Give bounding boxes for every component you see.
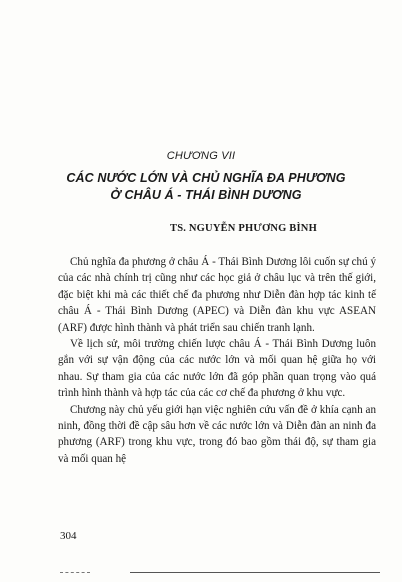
- page-number: 304: [60, 530, 77, 542]
- chapter-label: CHƯƠNG VII: [166, 150, 236, 162]
- paragraph-1: Chủ nghĩa đa phương ở châu Á - Thái Bình Dương lôi cuốn sự chú ý của các nhà chính trị cũng như các học giả ở châu lục và trên thế giới, đặc biệt khi mà các thiết chế đa phương như Diễn đàn hợp tác kinh tế châu Á - Thái Bình Dương (APEC) và Diễn đàn khu vực ASEAN (ARF) được hình thành và phát triển sau chiến tranh lạnh.: [58, 256, 376, 334]
- paragraph-2: Về lịch sử, môi trường chiến lược châu Á - Thái Bình Dương luôn gắn với sự vận động của các nước lớn và mối quan hệ giữa họ với nhau. Sự tham gia của các nước lớn đã góp phần quan trọng vào quá trình hình thành và hợp tác của các cơ chế đa phương ở khu vực.: [58, 338, 376, 400]
- title-line-2: Ở CHÂU Á - THÁI BÌNH DƯƠNG: [110, 188, 302, 202]
- scan-mark: [60, 568, 90, 573]
- chapter-title: [40, 170, 372, 204]
- body-text: [58, 254, 376, 467]
- title-line-1: CÁC NƯỚC LỚN VÀ CHỦ NGHĨA ĐA PHƯƠNG: [66, 171, 346, 185]
- author-name: TS. NGUYỄN PHƯƠNG BÌNH: [170, 223, 317, 234]
- bottom-rule: [130, 572, 380, 573]
- paragraph-3: Chương này chủ yếu giới hạn việc nghiên cứu vấn đề ở khía cạnh an ninh, đồng thời đề cập sâu hơn về các nước lớn và Diễn đàn an ninh đa phương (ARF) trong khu vực, trong đó bao gồm thái độ, sự tham gia và mối quan hệ: [58, 403, 376, 465]
